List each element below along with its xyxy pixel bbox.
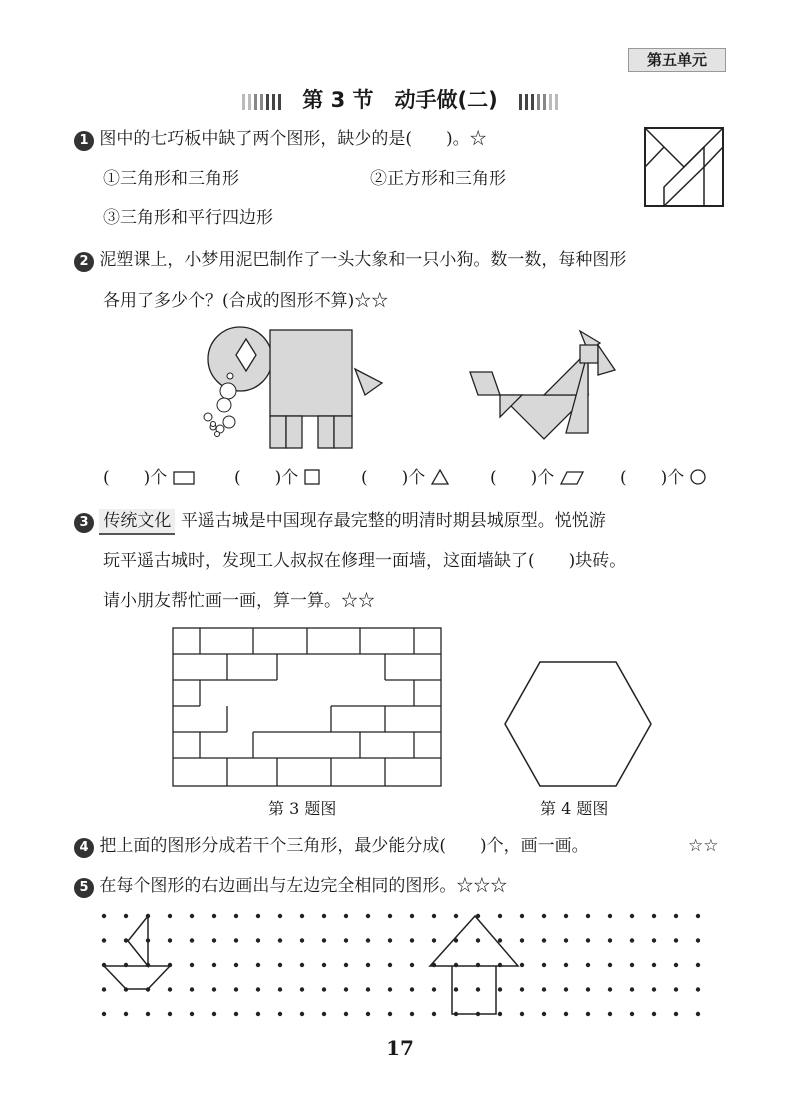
grid-dot — [234, 914, 238, 918]
question-1-text: 图中的七巧板中缺了两个图形，缺少的是( )。☆ — [99, 129, 487, 149]
grid-dot — [564, 938, 568, 942]
grid-dot — [454, 914, 458, 918]
grid-dot — [454, 987, 458, 991]
sailboat-shape — [104, 916, 170, 989]
grid-dot — [410, 963, 414, 967]
figure-4-caption: 第 4 题图 — [540, 799, 609, 818]
grid-dot — [234, 987, 238, 991]
grid-dot — [542, 938, 546, 942]
grid-dot — [366, 1012, 370, 1016]
q1-option-3: ③三角形和平行四边形 — [103, 208, 273, 228]
grid-dot — [674, 987, 678, 991]
traditional-culture-tag: 传统文化 — [99, 509, 175, 535]
grid-dot — [300, 938, 304, 942]
grid-dot — [674, 963, 678, 967]
question-2-line-1: 泥塑课上，小梦用泥巴制作了一头大象和一只小狗。数一数，每种图形 — [99, 250, 627, 270]
grid-dot — [344, 963, 348, 967]
grid-dot — [212, 914, 216, 918]
grid-dot — [410, 914, 414, 918]
grid-dot — [586, 1012, 590, 1016]
grid-dot — [212, 938, 216, 942]
grid-dot — [388, 938, 392, 942]
grid-dot — [564, 914, 568, 918]
grid-dot — [212, 963, 216, 967]
grid-dot — [300, 914, 304, 918]
q1-option-2: ②正方形和三角形 — [370, 169, 506, 189]
grid-dot — [212, 987, 216, 991]
question-number: 3 — [74, 513, 94, 533]
grid-dot — [278, 914, 282, 918]
grid-dot — [432, 914, 436, 918]
q1-option-1: ①三角形和三角形 — [103, 169, 239, 189]
grid-dot — [410, 1012, 414, 1016]
grid-dot — [498, 938, 502, 942]
grid-dot — [652, 938, 656, 942]
grid-dot — [256, 1012, 260, 1016]
grid-dot — [652, 987, 656, 991]
grid-dot — [608, 1012, 612, 1016]
grid-dot — [322, 914, 326, 918]
grid-dot — [278, 938, 282, 942]
grid-dot — [102, 1012, 106, 1016]
grid-dot — [256, 963, 260, 967]
grid-dot — [586, 963, 590, 967]
grid-dot — [410, 987, 414, 991]
blank-text: ( )个 — [490, 468, 555, 488]
grid-dot — [476, 987, 480, 991]
grid-dot — [146, 1012, 150, 1016]
grid-dot — [102, 938, 106, 942]
grid-dot — [652, 963, 656, 967]
grid-dot — [630, 963, 634, 967]
grid-dot — [322, 938, 326, 942]
grid-dot — [344, 987, 348, 991]
grid-dot — [542, 987, 546, 991]
blank-text: ( )个 — [103, 468, 168, 488]
grid-dot — [388, 914, 392, 918]
grid-dot — [256, 987, 260, 991]
grid-dot — [630, 938, 634, 942]
question-4-text: 把上面的图形分成若干个三角形，最少能分成( )个，画一画。 — [99, 836, 589, 856]
grid-dot — [410, 938, 414, 942]
grid-dot — [696, 987, 700, 991]
grid-dot — [278, 987, 282, 991]
grid-dot — [520, 938, 524, 942]
grid-dot — [696, 1012, 700, 1016]
grid-dot — [190, 987, 194, 991]
grid-dot — [168, 1012, 172, 1016]
grid-dot — [366, 914, 370, 918]
grid-dot — [256, 938, 260, 942]
house-shape — [430, 916, 518, 1014]
grid-dot — [344, 914, 348, 918]
question-number: 4 — [74, 838, 94, 858]
grid-dot — [542, 914, 546, 918]
grid-dot — [696, 963, 700, 967]
section-title-text: 第 3 节 动手做(二) — [302, 88, 498, 112]
grid-dot — [542, 1012, 546, 1016]
grid-dot — [652, 914, 656, 918]
grid-dot — [674, 914, 678, 918]
question-3-line-2: 玩平遥古城时，发现工人叔叔在修理一面墙，这面墙缺了( )块砖。 — [103, 551, 627, 571]
question-number: 1 — [74, 131, 94, 151]
grid-dot — [586, 987, 590, 991]
blank-text: ( )个 — [620, 468, 685, 488]
grid-dot — [344, 938, 348, 942]
grid-dot — [256, 914, 260, 918]
page-number: 17 — [386, 1036, 414, 1060]
grid-dot — [674, 1012, 678, 1016]
grid-dot — [300, 1012, 304, 1016]
grid-dot — [278, 1012, 282, 1016]
question-4-stars: ☆☆ — [688, 836, 719, 856]
grid-dot — [696, 938, 700, 942]
grid-dot — [608, 987, 612, 991]
grid-dot — [212, 1012, 216, 1016]
grid-dot — [564, 1012, 568, 1016]
grid-dot — [608, 914, 612, 918]
grid-dot — [696, 914, 700, 918]
grid-dot — [674, 938, 678, 942]
question-3-line-3: 请小朋友帮忙画一画，算一算。☆☆ — [103, 591, 375, 611]
grid-dot — [388, 1012, 392, 1016]
grid-dot — [520, 963, 524, 967]
grid-dot — [190, 963, 194, 967]
grid-dot — [366, 987, 370, 991]
grid-dot — [476, 938, 480, 942]
grid-dot — [586, 914, 590, 918]
grid-dot — [630, 987, 634, 991]
grid-dot — [190, 914, 194, 918]
grid-dot — [234, 1012, 238, 1016]
question-number: 2 — [74, 252, 94, 272]
grid-dot — [388, 987, 392, 991]
grid-dot — [432, 987, 436, 991]
grid-dot — [322, 987, 326, 991]
grid-dot — [586, 938, 590, 942]
grid-dot — [190, 938, 194, 942]
grid-dot — [432, 938, 436, 942]
grid-dot — [630, 1012, 634, 1016]
grid-dot — [278, 963, 282, 967]
figure-3-caption: 第 3 题图 — [268, 799, 337, 818]
grid-dot — [102, 987, 106, 991]
grid-dot — [234, 963, 238, 967]
grid-dot — [520, 987, 524, 991]
grid-dot — [520, 914, 524, 918]
grid-dot — [498, 987, 502, 991]
grid-dot — [300, 987, 304, 991]
grid-dot — [168, 987, 172, 991]
grid-dot — [498, 1012, 502, 1016]
blank-text: ( )个 — [234, 468, 299, 488]
grid-dot — [344, 1012, 348, 1016]
grid-dot — [432, 1012, 436, 1016]
grid-dot — [520, 1012, 524, 1016]
grid-dot — [124, 914, 128, 918]
grid-dot — [168, 914, 172, 918]
grid-dot — [300, 963, 304, 967]
grid-dot — [542, 963, 546, 967]
grid-dot — [366, 938, 370, 942]
grid-dot — [630, 914, 634, 918]
grid-dot — [168, 938, 172, 942]
blank-text: ( )个 — [361, 468, 426, 488]
grid-dot — [498, 914, 502, 918]
question-3-line-1: 平遥古城是中国现存最完整的明清时期县城原型。悦悦游 — [180, 511, 606, 531]
grid-dot — [322, 1012, 326, 1016]
grid-dot — [608, 963, 612, 967]
question-5-text: 在每个图形的右边画出与左边完全相同的图形。☆☆☆ — [99, 876, 508, 896]
question-number: 5 — [74, 878, 94, 898]
question-2-line-2: 各用了多少个？(合成的图形不算)☆☆ — [103, 291, 389, 311]
grid-dot — [102, 914, 106, 918]
grid-dot — [564, 963, 568, 967]
grid-dot — [190, 1012, 194, 1016]
grid-dot — [366, 963, 370, 967]
grid-dot — [322, 963, 326, 967]
grid-dot — [234, 938, 238, 942]
grid-dot — [608, 938, 612, 942]
unit-label: 第五单元 — [628, 48, 726, 72]
grid-dot — [388, 963, 392, 967]
grid-dot — [124, 1012, 128, 1016]
grid-dot — [652, 1012, 656, 1016]
grid-dot — [564, 987, 568, 991]
